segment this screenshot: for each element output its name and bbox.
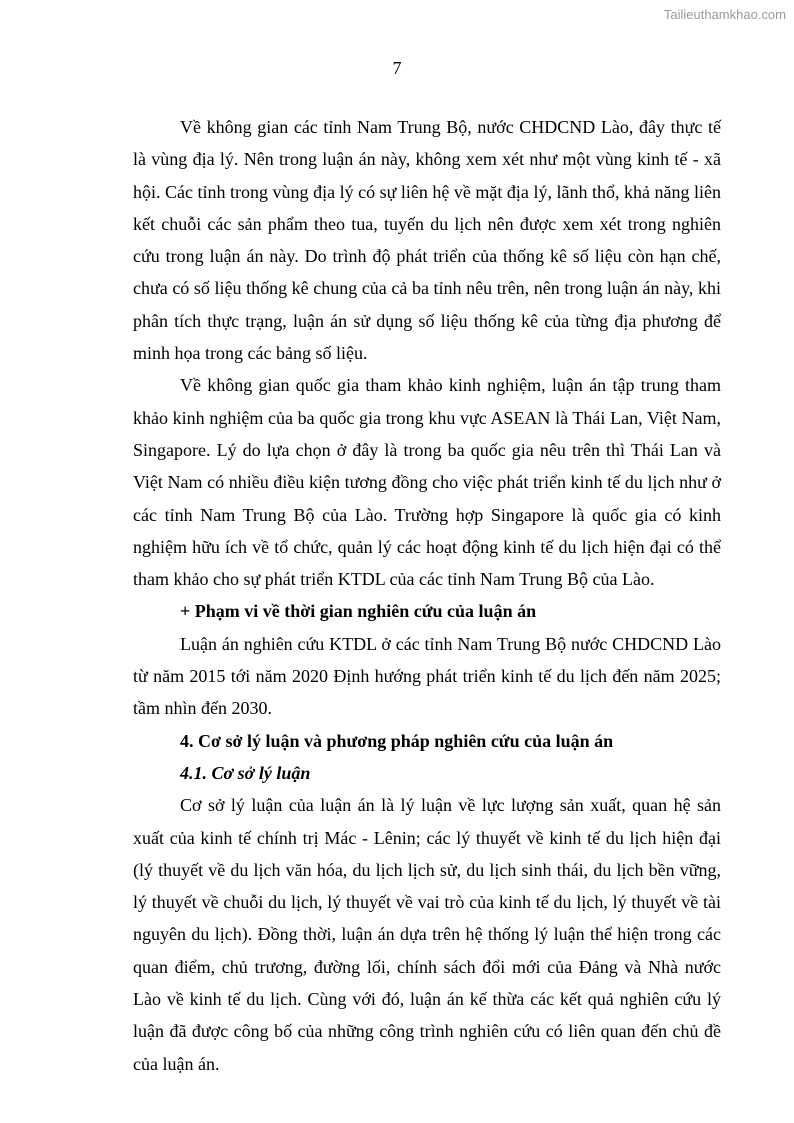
paragraph-reference-countries: Về không gian quốc gia tham khảo kinh nghiệm, luận án tập trung tham khảo kinh nghiệm của ba quốc gia trong khu vực ASEAN là Thái Lan, Việt Nam, Singapore. Lý do lựa chọn ở đây là trong ba quốc gia nêu trên thì Thái Lan và Việt Nam có nhiều điều kiện tương đồng cho việc phát triển kinh tế du lịch như ở các tỉnh Nam Trung Bộ của Lào. Trường hợp Singapore là quốc gia có kinh nghiệm hữu ích về tổ chức, quản lý các hoạt động kinh tế du lịch hiện đại có thể tham khảo cho sự phát triển KTDL của các tỉnh Nam Trung Bộ của Lào. [133,375,721,590]
watermark: Tailieuthamkhao.com [663,7,786,22]
paragraph-time-scope: Luận án nghiên cứu KTDL ở các tỉnh Nam Trung Bộ nước CHDCND Lào từ năm 2015 tới năm 2020 Định hướng phát triển kinh tế du lịch đến năm 2025; tầm nhìn đến 2030. [133,633,721,719]
paragraph-theoretical-basis: Cơ sở lý luận của luận án là lý luận về lực lượng sản xuất, quan hệ sản xuất của kinh tế chính trị Mác - Lênin; các lý thuyết về kinh tế du lịch hiện đại (lý thuyết về du lịch văn hóa, du lịch lịch sử, du lịch sinh thái, du lịch bền vững, lý thuyết về chuỗi du lịch, lý thuyết về vai trò của kinh tế du lịch, lý thuyết về tài nguyên du lịch). Đồng thời, luận án dựa trên hệ thống lý luận thể hiện trong các quan điểm, chủ trương, đường lối, chính sách đổi mới của Đảng và Nhà nước Lào về kinh tế du lịch. Cùng với đó, luận án kế thừa các kết quả nghiên cứu lý luận đã được công bố của những công trình nghiên cứu có liên quan đến chủ đề của luận án. [133,795,721,1074]
document-body [133,111,721,1080]
page-number: 7 [392,58,402,78]
heading-section-4-1: 4.1. Cơ sở lý luận [180,762,311,783]
heading-section-4: 4. Cơ sở lý luận và phương pháp nghiên cứu của luận án [180,730,614,751]
heading-time-scope: + Phạm vi về thời gian nghiên cứu của luận án [180,601,537,622]
paragraph-geographic-scope: Về không gian các tỉnh Nam Trung Bộ, nước CHDCND Lào, đây thực tế là vùng địa lý. Nên trong luận án này, không xem xét như một vùng kinh tế - xã hội. Các tỉnh trong vùng địa lý có sự liên hệ về mặt địa lý, lãnh thổ, khả năng liên kết chuỗi các sản phẩm theo tua, tuyến du lịch nên được xem xét trong nghiên cứu trong luận án này. Do trình độ phát triển của thống kê số liệu còn hạn chế, chưa có số liệu thống kê chung của cả ba tỉnh nêu trên, nên trong luận án này, khi phân tích thực trạng, luận án sử dụng số liệu thống kê của từng địa phương để minh họa trong các bảng số liệu. [133,117,721,364]
